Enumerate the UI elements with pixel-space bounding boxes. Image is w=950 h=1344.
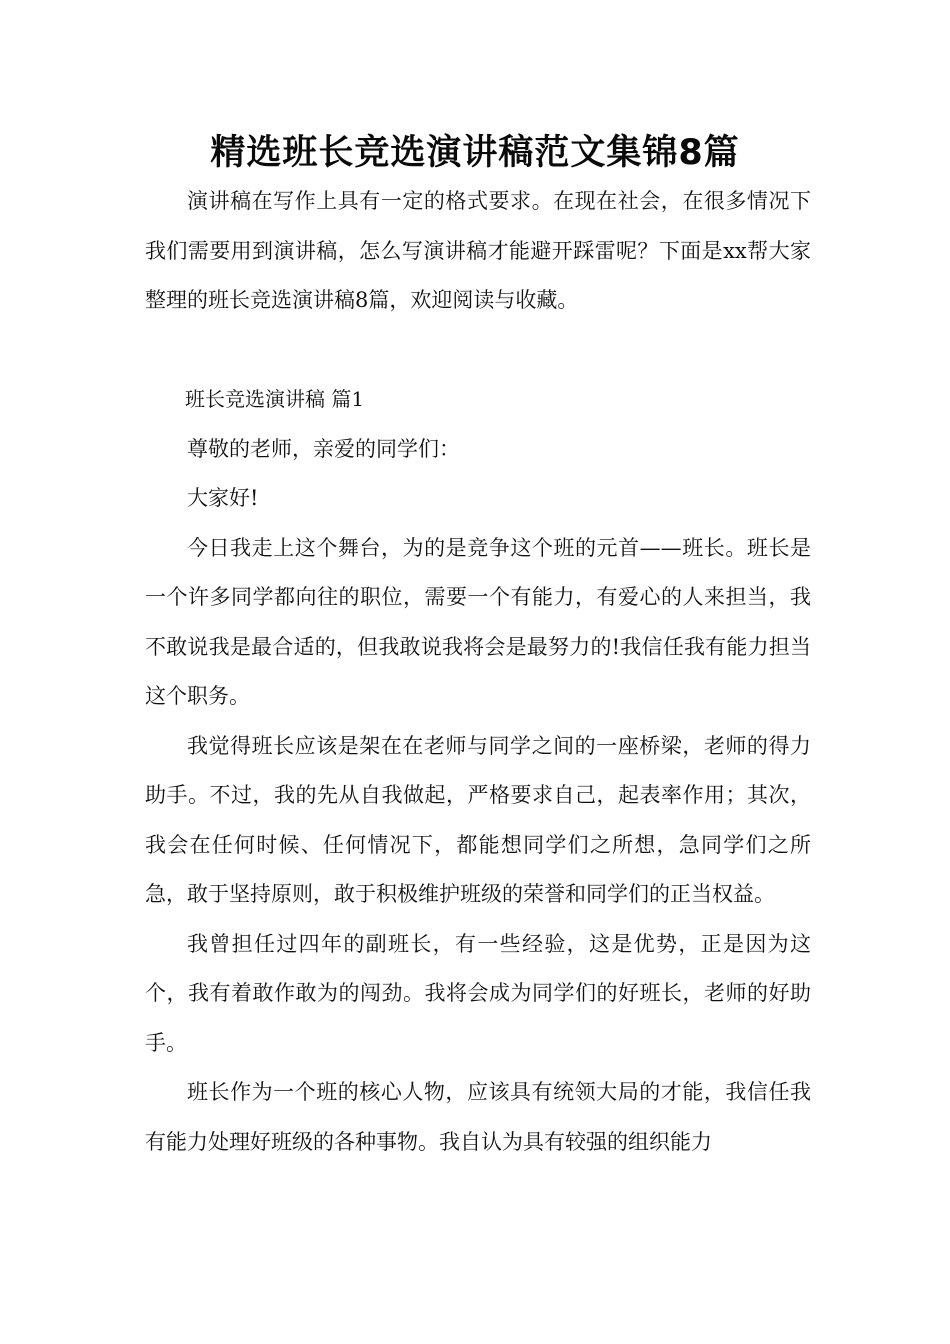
- body-paragraph: 今日我走上这个舞台，为的是竞争这个班的元首——班长。班长是一个许多同学都向往的职位，需要一个有能力，有爱心的人来担当，我不敢说我是最合适的，但我敢说我将会是最努力的!我信任我有能力担当这个职务。: [145, 535, 811, 708]
- section-heading: 班长竞选演讲稿 篇1: [185, 387, 365, 411]
- body-paragraph: 班长作为一个班的核心人物，应该具有统领大局的才能，我信任我有能力处理好班级的各种事物。我自认为具有较强的组织能力: [145, 1080, 811, 1154]
- body-paragraph: 我觉得班长应该是架在在老师与同学之间的一座桥梁，老师的得力助手。不过，我的先从自我做起，严格要求自己，起表率作用；其次，我会在任何时候、任何情况下，都能想同学们之所想，急同学们之所急，敢于坚持原则，敢于积极维护班级的荣誉和同学们的正当权益。: [145, 733, 811, 906]
- paragraph-gap: [145, 326, 811, 376]
- intro-paragraph: 演讲稿在写作上具有一定的格式要求。在现在社会，在很多情况下我们需要用到演讲稿，怎么写演讲稿才能避开踩雷呢？下面是xx帮大家整理的班长竞选演讲稿8篇，欢迎阅读与收藏。: [145, 189, 811, 312]
- document-title: 精选班长竞选演讲稿范文集锦8篇: [210, 133, 740, 173]
- hello-line: 大家好!: [187, 486, 259, 510]
- document-body: [145, 177, 811, 1167]
- greeting-line: 尊敬的老师，亲爱的同学们：: [187, 436, 460, 461]
- body-paragraph: 我曾担任过四年的副班长，有一些经验，这是优势，正是因为这个，我有着敢作敢为的闯劲。我将会成为同学们的好班长，老师的好助手。: [145, 931, 811, 1055]
